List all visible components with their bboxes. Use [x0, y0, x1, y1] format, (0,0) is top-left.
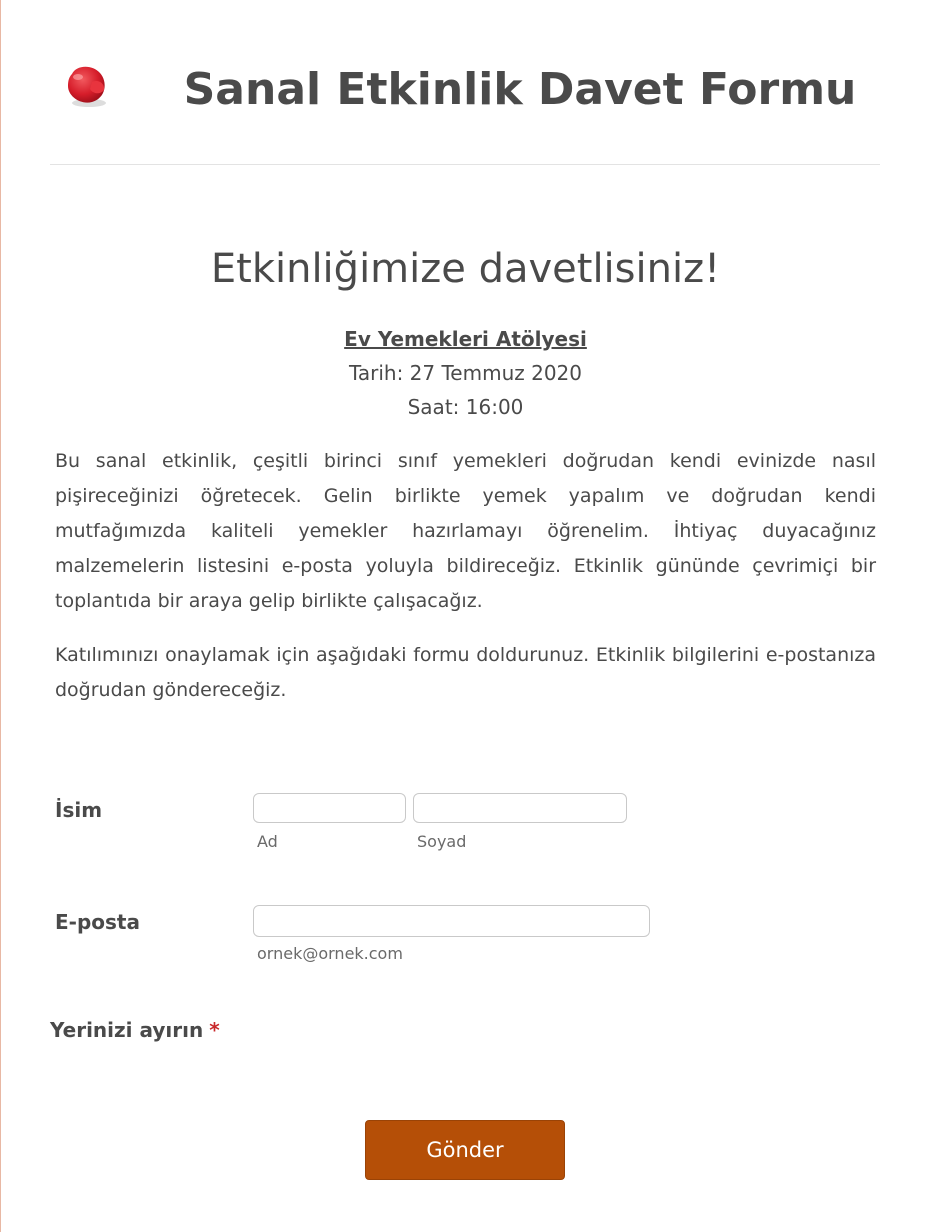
intro-section [55, 246, 876, 708]
page-left-border [0, 0, 1, 1232]
reserve-label-text: Yerinizi ayırın [50, 1018, 204, 1042]
form-instructions: Katılımınızı onaylamak için aşağıdaki formu doldurunuz. Etkinlik bilgilerini e-postanıza doğrudan göndereceğiz. [55, 644, 876, 701]
first-name-sublabel: Ad [257, 832, 278, 851]
email-input[interactable] [253, 905, 650, 937]
tomato-icon [62, 62, 110, 110]
event-description: Bu sanal etkinlik, çeşitli birinci sınıf yemekleri doğrudan kendi evinizde nasıl pişireceğinizi öğretecek. Gelin birlikte yemek yapalım ve doğrudan kendi mutfağımızda kaliteli yemekler hazırlamayı öğrenelim. İhtiyaç duyacağınız malzemelerin listesini e-posta yoluyla bildireceğiz. Etkinlik gününde çevrimiçi bir toplantıda bir araya gelip birlikte çalışacağız. [55, 450, 876, 612]
name-label: İsim [55, 798, 103, 822]
first-name-input[interactable] [253, 793, 406, 823]
event-date: Tarih: 27 Temmuz 2020 [348, 361, 583, 385]
invite-headline: Etkinliğimize davetlisiniz! [210, 246, 721, 292]
email-sublabel: ornek@ornek.com [257, 944, 403, 963]
reserve-label [50, 1018, 220, 1042]
email-label: E-posta [55, 910, 140, 934]
event-name: Ev Yemekleri Atölyesi [344, 327, 587, 351]
last-name-sublabel: Soyad [417, 832, 467, 851]
last-name-input[interactable] [413, 793, 627, 823]
event-time: Saat: 16:00 [407, 395, 524, 419]
required-mark: * [209, 1018, 220, 1042]
form-header [50, 40, 880, 165]
submit-button[interactable]: Gönder [365, 1120, 565, 1180]
form-title: Sanal Etkinlik Davet Formu [183, 64, 857, 115]
